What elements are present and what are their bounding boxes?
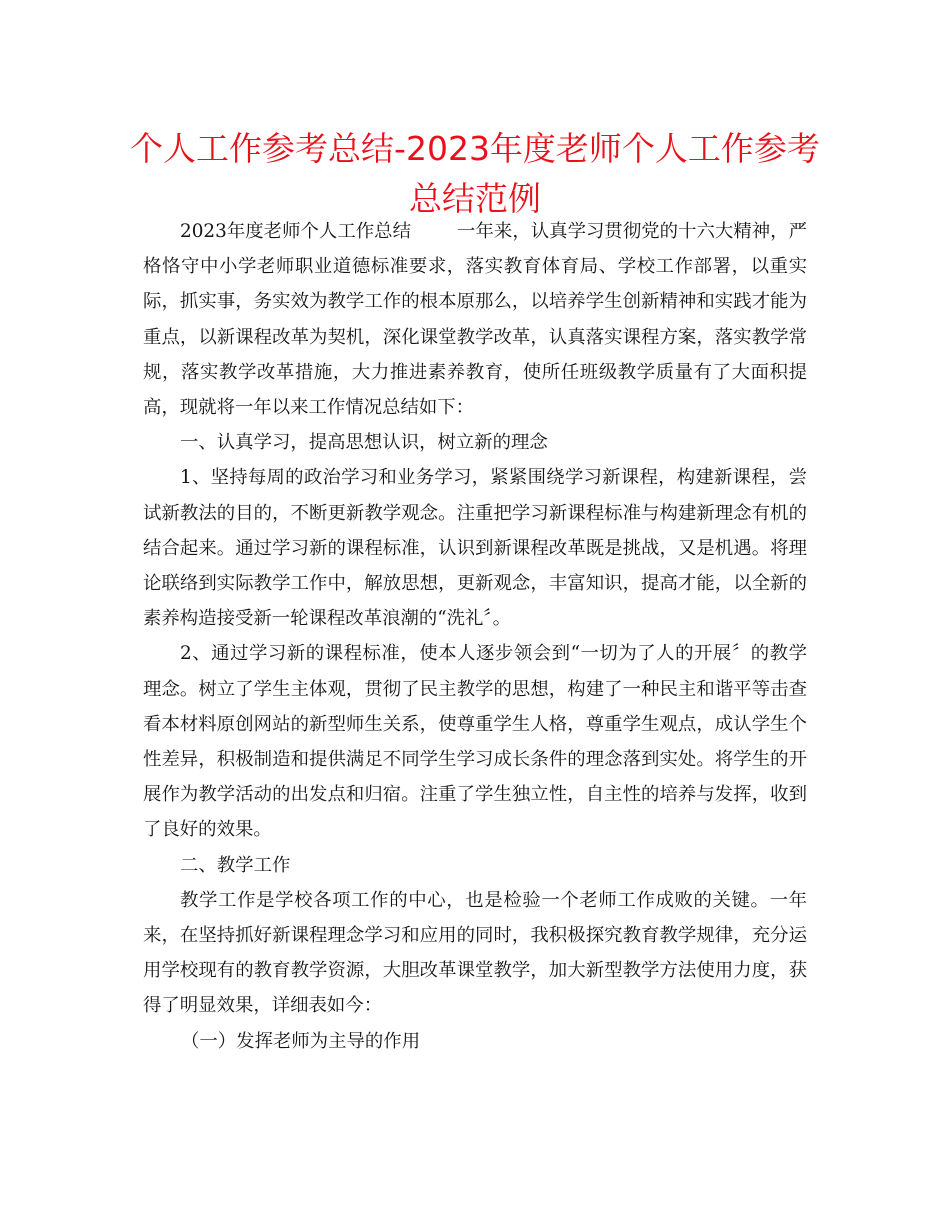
intro-body: 一年来，认真学习贯彻党的十六大精神，严格恪守中小学老师职业道德标准要求，落实教育体育局、学校工作部署，以重实际，抓实事，务实效为教学工作的根本原那么，以培养学生创新精神和实践才能为重点，以新课程改革为契机，深化课堂教学改革，认真落实课程方案，落实教学常规，落实教学改革措施，大力推进素养教育，使所任班级教学质量有了大面积提高，现就将一年以来工作情况总结如下： bbox=[143, 221, 807, 419]
section-1-item-2: 2、通过学习新的课程标准，使本人逐步领会到“一切为了人的开展〞的教学理念。树立了学生主体观，贯彻了民主教学的思想，构建了一种民主和谐平等击查看本材料原创网站的新型师生关系，使尊重学生人格，尊重学生观点，成认学生个性差异，积极制造和提供满足不同学生学习成长条件的理念落到实处。将学生的开展作为教学活动的出发点和归宿。注重了学生独立性，自主性的培养与发挥，收到了良好的效果。 bbox=[143, 643, 807, 841]
section-1-item-1: 1、坚持每周的政治学习和业务学习，紧紧围绕学习新课程，构建新课程，尝试新教法的目的，不断更新教学观念。注重把学习新课程标准与构建新理念有机的结合起来。通过学习新的课程标准，认识到新课程改革既是挑战，又是机遇。将理论联络到实际教学工作中，解放思想，更新观念，丰富知识，提高才能，以全新的素养构造接受新一轮课程改革浪潮的“洗礼〞。 bbox=[143, 467, 807, 630]
section-2-heading: 二、教学工作 bbox=[180, 854, 291, 876]
document-body bbox=[143, 214, 807, 1059]
section-2-body: 教学工作是学校各项工作的中心，也是检验一个老师工作成败的关键。一年来，在坚持抓好新课程理念学习和应用的同时，我积极探究教育教学规律，充分运用学校现有的教育教学资源，大胆改革课堂教学，加大新型教学方法使用力度，获得了明显效果，详细表如今： bbox=[143, 889, 807, 1017]
document-title: 个人工作参考总结-2023年度老师个人工作参考总结范例 bbox=[130, 129, 820, 218]
intro-heading: 2023年度老师个人工作总结 bbox=[180, 221, 412, 242]
section-1-heading: 一、认真学习，提高思想认识，树立新的理念 bbox=[180, 432, 548, 454]
subsection-1-heading: （一）发挥老师为主导的作用 bbox=[181, 1030, 421, 1052]
intro-paragraph bbox=[143, 214, 807, 425]
